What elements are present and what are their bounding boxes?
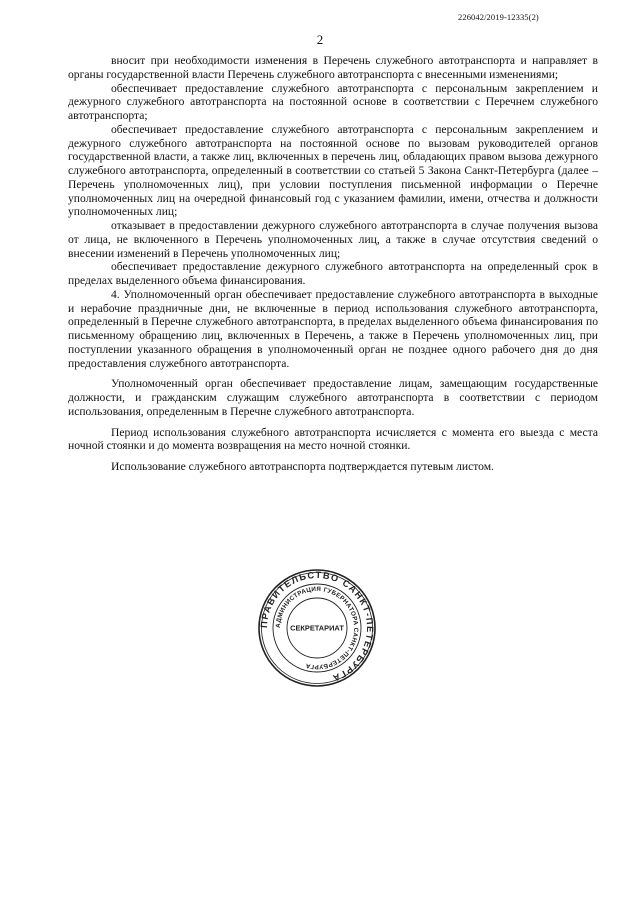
paragraph-fixed-term: обеспечивает предоставление дежурного служебного автотранспорта на определенный срок в пределах выделенного объема финансирования. [68,260,598,287]
seal-inner-text: АДМИНИСТРАЦИЯ ГУБЕРНАТОРА САНКТ-ПЕТЕРБУРГА [274,585,360,671]
paragraph-clause-4: 4. Уполномоченный орган обеспечивает предоставление служебного автотранспорта в выходные и нерабочие праздничные дни, не включенные в период использования служебного автотранспорта, определенный в Перечне служебного автотранспорта, в пределах выделенного объема финансирования по письменному обращению лиц, включенных в Перечень, а также в Перечень уполномоченных лиц, при поступлении указанного обращения в уполномоченный орган не позднее одного рабочего дня до дня предоставления служебного автотранспорта. [68,287,598,370]
seal-outer-text: ПРАВИТЕЛЬСТВО САНКТ-ПЕТЕРБУРГА [258,569,376,684]
paragraph-waybill: Использование служебного автотранспорта подтверждается путевым листом. [111,460,494,473]
paragraph-state-positions: Уполномоченный орган обеспечивает предоставление лицам, замещающим государственные должности, и гражданским служащим служебного автотранспорта в соответствии с периодом использования, определенным в Перечне служебного автотранспорта. [68,377,598,418]
paragraph-spacer [68,453,598,460]
paragraph-usage-period: Период использования служебного автотранспорта исчисляется с момента его выезда с места ночной стоянки и до момента возвращения на место ночной стоянки. [68,425,598,453]
paragraph-refusal: отказывает в предоставлении дежурного служебного автотранспорта в случае получения вызова от лица, не включенного в Перечень уполномоченных лиц, а также в случае отсутствия сведений о внесении изменений в Перечень уполномоченных лиц; [68,219,598,260]
document-id: 226042/2019-12335(2) [458,12,539,22]
document-body [68,54,598,474]
official-seal [257,568,377,688]
page-number: 2 [316,32,324,47]
paragraph-amend-list: вносит при необходимости изменения в Перечень служебного автотранспорта и направляет в органы государственной власти Перечень служебного автотранспорта с внесенными изменениями; [68,54,598,81]
seal-center-text: СЕКРЕТАРИАТ [290,623,344,633]
paragraph-provide-personal: обеспечивает предоставление служебного автотранспорта с персональным закреплением и дежурного служебного автотранспорта на постоянной основе в соответствии с Перечнем служебного автотранспорта; [68,81,598,122]
paragraph-provide-on-call: обеспечивает предоставление служебного автотранспорта с персональным закреплением и дежурного служебного автотранспорта на постоянной основе по вызовам руководителей органов государственной власти, а также лиц, включенных в перечень лиц, обладающих правом вызова дежурного служебного автотранспорта, определенный в соответствии со статьей 5 Закона Санкт-Петербурга (далее – Перечень уполномоченных лиц), при условии поступления письменной информации о Перечне уполномоченных лиц на очередной финансовый год с указанием фамилии, имени, отчества и должности уполномоченных лиц; [68,122,598,219]
paragraph-spacer [68,370,598,377]
paragraph-spacer [68,419,598,426]
